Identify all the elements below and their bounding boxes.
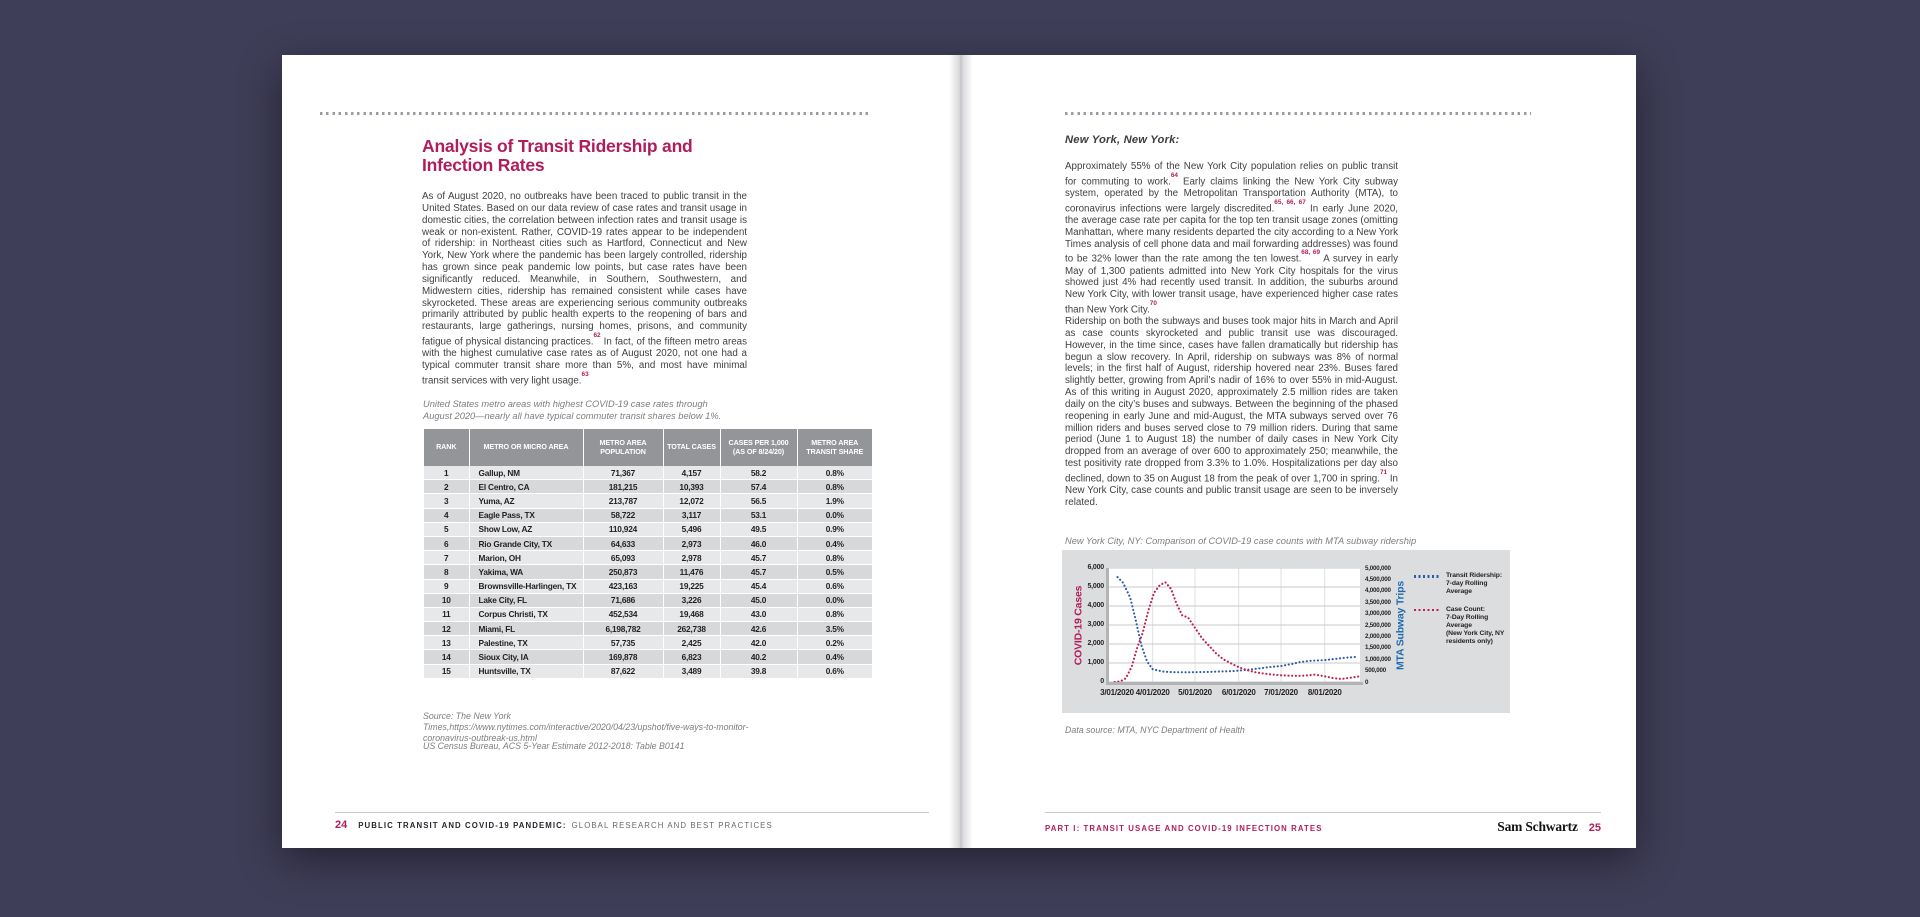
axis-tick-label: 3/01/2020 [1100, 688, 1134, 697]
table-header-row [424, 429, 872, 466]
right-axis-label: MTA Subway Trips [1394, 581, 1407, 670]
axis-tick-label: 4,000 [1087, 602, 1104, 609]
axis-tick-label: 3,000,000 [1365, 610, 1391, 618]
table-cell: 423,163 [583, 579, 663, 593]
table-cell: 6 [424, 536, 469, 550]
chart-svg [1109, 568, 1360, 682]
table-cell: 19,468 [663, 607, 720, 621]
page-left [282, 55, 961, 848]
legend-entry [1414, 606, 1506, 647]
axis-tick-label: 5,000 [1087, 583, 1104, 590]
table-row [424, 579, 872, 593]
table-cell: 0.8% [797, 480, 872, 494]
body-paragraph: Ridership on both the subways and buses took major hits in March and April as case counts skyrocketed and public transit use was discouraged. However, in the time since, cases have fallen dramatically but ridership has begun a slow recovery. In April, ridership on subways was 8% of normal levels; in the first half of August, ridership hovered near 23%. Buses fared slightly better, growing from April’s nadir of 16% to over 55% in mid-August. As of this writing in August 2020, approximately 2.5 million rides are taken daily on the city’s buses and subways. Between the beginning of the phased reopening in early June and mid-August, the MTA subways served over 76 million riders and buses served close to 79 million riders. During that same period (June 1 to August 18) the number of daily cases in New York City dropped from an average of over 600 to approximately 250; meanwhile, the test positivity rate dropped from 3.3% to 1.0%. Hospitalizations per day also declined, down to 35 on August 18 from the peak of over 1,700 in spring.$^{71}$ In New York City, case counts and public transit usage are seen to be inversely related. [1065, 316, 1398, 508]
chart-plot-area [1109, 568, 1360, 682]
axis-tick-label: 2,500,000 [1365, 621, 1391, 629]
table-cell: 0.6% [797, 664, 872, 678]
table-header-cell: METRO AREA TRANSIT SHARE [797, 429, 872, 466]
publisher-logo: Sam Schwartz [1497, 819, 1578, 834]
table-cell: 110,924 [583, 522, 663, 536]
table-cell: 57.4 [720, 480, 797, 494]
axis-tick-label: 2,000,000 [1365, 632, 1391, 640]
page-right [961, 55, 1636, 848]
table-cell: 49.5 [720, 522, 797, 536]
table-cell: 5 [424, 522, 469, 536]
table-cell: 8 [424, 565, 469, 579]
axis-tick-label: 6,000 [1087, 564, 1104, 571]
table-cell: 71,367 [583, 466, 663, 480]
axis-tick-label: 1,000 [1087, 659, 1104, 666]
table-header-cell: RANK [424, 429, 469, 466]
table-cell: 12 [424, 622, 469, 636]
table-row [424, 480, 872, 494]
page-number: 25 [1588, 822, 1601, 834]
table-cell: 42.6 [720, 622, 797, 636]
case-count-series [1115, 582, 1359, 682]
table-cell: Corpus Christi, TX [469, 607, 583, 621]
table-cell: 2,425 [663, 636, 720, 650]
footer-report-subtitle: GLOBAL RESEARCH AND BEST PRACTICES [571, 821, 773, 830]
table-cell: 0.8% [797, 466, 872, 480]
table-cell: 3 [424, 494, 469, 508]
table-cell: 45.7 [720, 551, 797, 565]
table-cell: Brownsville-Harlingen, TX [469, 579, 583, 593]
table-cell: 58.2 [720, 466, 797, 480]
table-cell: Yuma, AZ [469, 494, 583, 508]
axis-tick-label: 6/01/2020 [1221, 688, 1256, 697]
table-cell: 13 [424, 636, 469, 650]
table-cell: Lake City, FL [469, 593, 583, 607]
table-cell: 3,489 [663, 664, 720, 678]
table-cell: 0.8% [797, 607, 872, 621]
table-cell: 19,225 [663, 579, 720, 593]
page-spine-shadow [949, 55, 973, 848]
body-paragraph: Approximately 55% of the New York City population relies on public transit for commuting to work.$^{64}$ Early claims linking the New York City subway system, operated by the Metropolitan Transportation Authority (MTA), to coronavirus infections were largely discredited.$^{65, 66, 67}$ In early June 2020, the average case rate per capita for the top ten transit usage zones (omitting Manhattan, where many residents departed the city according to a New York Times analysis of cell phone data and mail forwarding addresses) was found to be 32% lower than the rate among the ten lowest.$^{68, 69}$ A survey in early May of 1,300 patients admitted into New York City hospitals for the virus showed just 4% had recently used transit. In addition, the suburbs around New York City, with lower transit usage, have experienced higher case rates than New York City.$^{70}$ [1065, 161, 1398, 316]
page-title-line1: Analysis of Transit Ridership and [422, 136, 693, 156]
table-caption: United States metro areas with highest COVID-19 case rates through August 2020—nearly all have typical commuter transit shares below 1%. [423, 399, 722, 421]
table-cell: Rio Grande City, TX [469, 536, 583, 550]
table-cell: 0.5% [797, 565, 872, 579]
footer-section-title: PART I: TRANSIT USAGE AND COVID-19 INFECTION RATES [1045, 824, 1323, 833]
table-row [424, 636, 872, 650]
table-cell: 169,878 [583, 650, 663, 664]
legend-label: Case Count: 7-Day Rolling Average (New York City, NY residents only) [1446, 605, 1505, 646]
body-paragraph: As of August 2020, no outbreaks have been traced to public transit in the United States. Based on our data review of case rates and transit usage in domestic cities, the correlation between infection rates and transit usage is weak or non-existent. Rather, COVID-19 rates appear to be independent of ridership: in Northeast cities such as Hartford, Connecticut and New York, New York where the pandemic has been largely controlled, ridership has grown since peak pandemic low points, but case rates have been significantly reduced. Meanwhile, in Southern, Southwestern, and Midwestern cities, ridership has remained consistent while cases have skyrocketed. These areas are experiencing serious community outbreaks primarily attributed by public health experts to the reopening of bars and restaurants, large gatherings, nursing homes, prisons, and community fatigue of physical distancing practices.$^{62}$ In fact, of the fifteen metro areas with the highest cumulative case rates as of August 2020, not one had a typical commuter transit share more than 5%, and most have minimal transit services with very light usage.$^{63}$ [422, 191, 748, 387]
table-cell: 0.4% [797, 536, 872, 550]
table-header-cell: METRO OR MICRO AREA [469, 429, 583, 466]
footnote-reference: 71 [1379, 468, 1388, 476]
axis-tick-label: 0 [1365, 678, 1369, 686]
table-cell: 46.0 [720, 536, 797, 550]
axis-tick-label: 4,000,000 [1365, 587, 1391, 595]
axis-tick-label: 4/01/2020 [1135, 688, 1170, 697]
table-cell: 0.8% [797, 551, 872, 565]
table-cell: 1 [424, 466, 469, 480]
table-cell: 0.6% [797, 579, 872, 593]
table-cell: 3.5% [797, 622, 872, 636]
table-cell: 87,622 [583, 664, 663, 678]
footnote-reference: 70 [1149, 300, 1157, 308]
table-cell: 0.0% [797, 593, 872, 607]
table-cell: 3,117 [663, 508, 720, 522]
table-cell: 58,722 [583, 508, 663, 522]
table-cell: El Centro, CA [469, 480, 583, 494]
dotted-divider [1065, 112, 1531, 115]
table-cell: 250,873 [583, 565, 663, 579]
table-row [424, 565, 872, 579]
table-cell: Huntsville, TX [469, 664, 583, 678]
table-cell: 65,093 [583, 551, 663, 565]
table-cell: 15 [424, 664, 469, 678]
footnote-reference: 62 [593, 332, 601, 340]
chart-legend [1414, 572, 1506, 656]
table-cell: Show Low, AZ [469, 522, 583, 536]
table-cell: 45.0 [720, 593, 797, 607]
axis-tick-label: 1,000,000 [1365, 655, 1391, 663]
table-cell: 57,735 [583, 636, 663, 650]
page-number: 24 [335, 819, 348, 831]
axis-tick-label: 3,000 [1087, 621, 1104, 628]
table-row [424, 650, 872, 664]
table-cell: Palestine, TX [469, 636, 583, 650]
table-cell: 56.5 [720, 494, 797, 508]
table-cell: 4 [424, 508, 469, 522]
axis-tick-label: 0 [1100, 678, 1104, 685]
report-spread [282, 55, 1636, 848]
table-cell: Miami, FL [469, 622, 583, 636]
axis-tick-label: 1,500,000 [1365, 644, 1391, 652]
table-header-cell: TOTAL CASES [663, 429, 720, 466]
section-heading: New York, New York: [1065, 134, 1180, 146]
table-cell: 213,787 [583, 494, 663, 508]
axis-tick-label: 5,000,000 [1365, 564, 1391, 572]
axis-tick-label: 2,000 [1087, 640, 1104, 647]
table-cell: 7 [424, 551, 469, 565]
axis-tick-label: 7/01/2020 [1264, 688, 1298, 697]
table-cell: 42.0 [720, 636, 797, 650]
table-cell: 2,978 [663, 551, 720, 565]
table-cell: Yakima, WA [469, 565, 583, 579]
table-cell: 10 [424, 593, 469, 607]
table-cell: Marion, OH [469, 551, 583, 565]
legend-entry [1414, 572, 1506, 597]
table-cell: 71,686 [583, 593, 663, 607]
footnote-reference: 63 [581, 370, 589, 378]
axis-tick-label: 500,000 [1365, 667, 1386, 675]
table-cell: Gallup, NM [469, 466, 583, 480]
table-cell: 14 [424, 650, 469, 664]
table-cell: 9 [424, 579, 469, 593]
table-cell: 0.4% [797, 650, 872, 664]
footnote-reference: 68, 69 [1301, 249, 1321, 257]
page-title-line2: Infection Rates [422, 155, 545, 175]
page-footer [335, 819, 929, 831]
table-cell: 40.2 [720, 650, 797, 664]
table-cell: 0.9% [797, 522, 872, 536]
left-axis-label: COVID-19 Cases [1072, 585, 1085, 666]
table-cell: 12,072 [663, 494, 720, 508]
table-row [424, 466, 872, 480]
table-cell: 64,633 [583, 536, 663, 550]
table-header-cell: CASES PER 1,000 (AS OF 8/24/20) [720, 429, 797, 466]
footnote-reference: 65, 66, 67 [1274, 198, 1306, 206]
table-cell: 181,215 [583, 480, 663, 494]
table-cell: 11,476 [663, 565, 720, 579]
source-note-2: US Census Bureau, ACS 5-Year Estimate 2012-2018: Table B0141 [423, 741, 685, 751]
axis-tick-label: 8/01/2020 [1307, 688, 1342, 697]
source-note-1: Source: The New York Times,https://www.nytimes.com/interactive/2020/04/23/upshot/five-ways-to-monitor-coronavirus-outbreak-us.html [423, 711, 749, 743]
dotted-divider [320, 112, 872, 115]
table-cell: 452,534 [583, 607, 663, 621]
table-row [424, 508, 872, 522]
table-cell: 262,738 [663, 622, 720, 636]
chart-caption: New York City, NY: Comparison of COVID-19 case counts with MTA subway ridership [1065, 536, 1417, 546]
table-cell: 39.8 [720, 664, 797, 678]
chart-data-source: Data source: MTA, NYC Department of Health [1065, 725, 1245, 735]
table-cell: 53.1 [720, 508, 797, 522]
page-footer [1045, 819, 1601, 835]
table-cell: 5,496 [663, 522, 720, 536]
table-cell: 10,393 [663, 480, 720, 494]
table-cell: 11 [424, 607, 469, 621]
table-cell: 45.7 [720, 565, 797, 579]
table-row [424, 522, 872, 536]
table-cell: 4,157 [663, 466, 720, 480]
table-cell: Eagle Pass, TX [469, 508, 583, 522]
table-cell: 3,226 [663, 593, 720, 607]
table-cell: 45.4 [720, 579, 797, 593]
table-row [424, 593, 872, 607]
table-cell: 0.2% [797, 636, 872, 650]
page-title [422, 137, 762, 175]
table-cell: 0.0% [797, 508, 872, 522]
table-cell: 1.9% [797, 494, 872, 508]
table-cell: 6,198,782 [583, 622, 663, 636]
chart-axis-line-x [1106, 682, 1363, 685]
table-row [424, 664, 872, 678]
axis-tick-label: 5/01/2020 [1178, 688, 1212, 697]
legend-label: Transit Ridership: 7-day Rolling Average [1446, 572, 1502, 596]
table-cell: 43.0 [720, 607, 797, 621]
table-row [424, 607, 872, 621]
footnote-reference: 64 [1170, 171, 1178, 179]
axis-tick-label: 3,500,000 [1365, 598, 1391, 606]
footer-rule [1045, 812, 1601, 813]
table-row [424, 494, 872, 508]
table-header-cell: METRO AREA POPULATION [583, 429, 663, 466]
table-cell: 6,823 [663, 650, 720, 664]
table-row [424, 551, 872, 565]
axis-tick-label: 4,500,000 [1365, 575, 1391, 583]
table-cell: 2 [424, 480, 469, 494]
table-row [424, 536, 872, 550]
metro-case-rate-table [424, 429, 872, 679]
footer-report-title: PUBLIC TRANSIT AND COVID-19 PANDEMIC: [358, 821, 567, 830]
table-cell: 2,973 [663, 536, 720, 550]
footer-rule [335, 812, 929, 813]
covid-ridership-chart [1062, 550, 1510, 713]
table-cell: Sioux City, IA [469, 650, 583, 664]
table-row [424, 622, 872, 636]
